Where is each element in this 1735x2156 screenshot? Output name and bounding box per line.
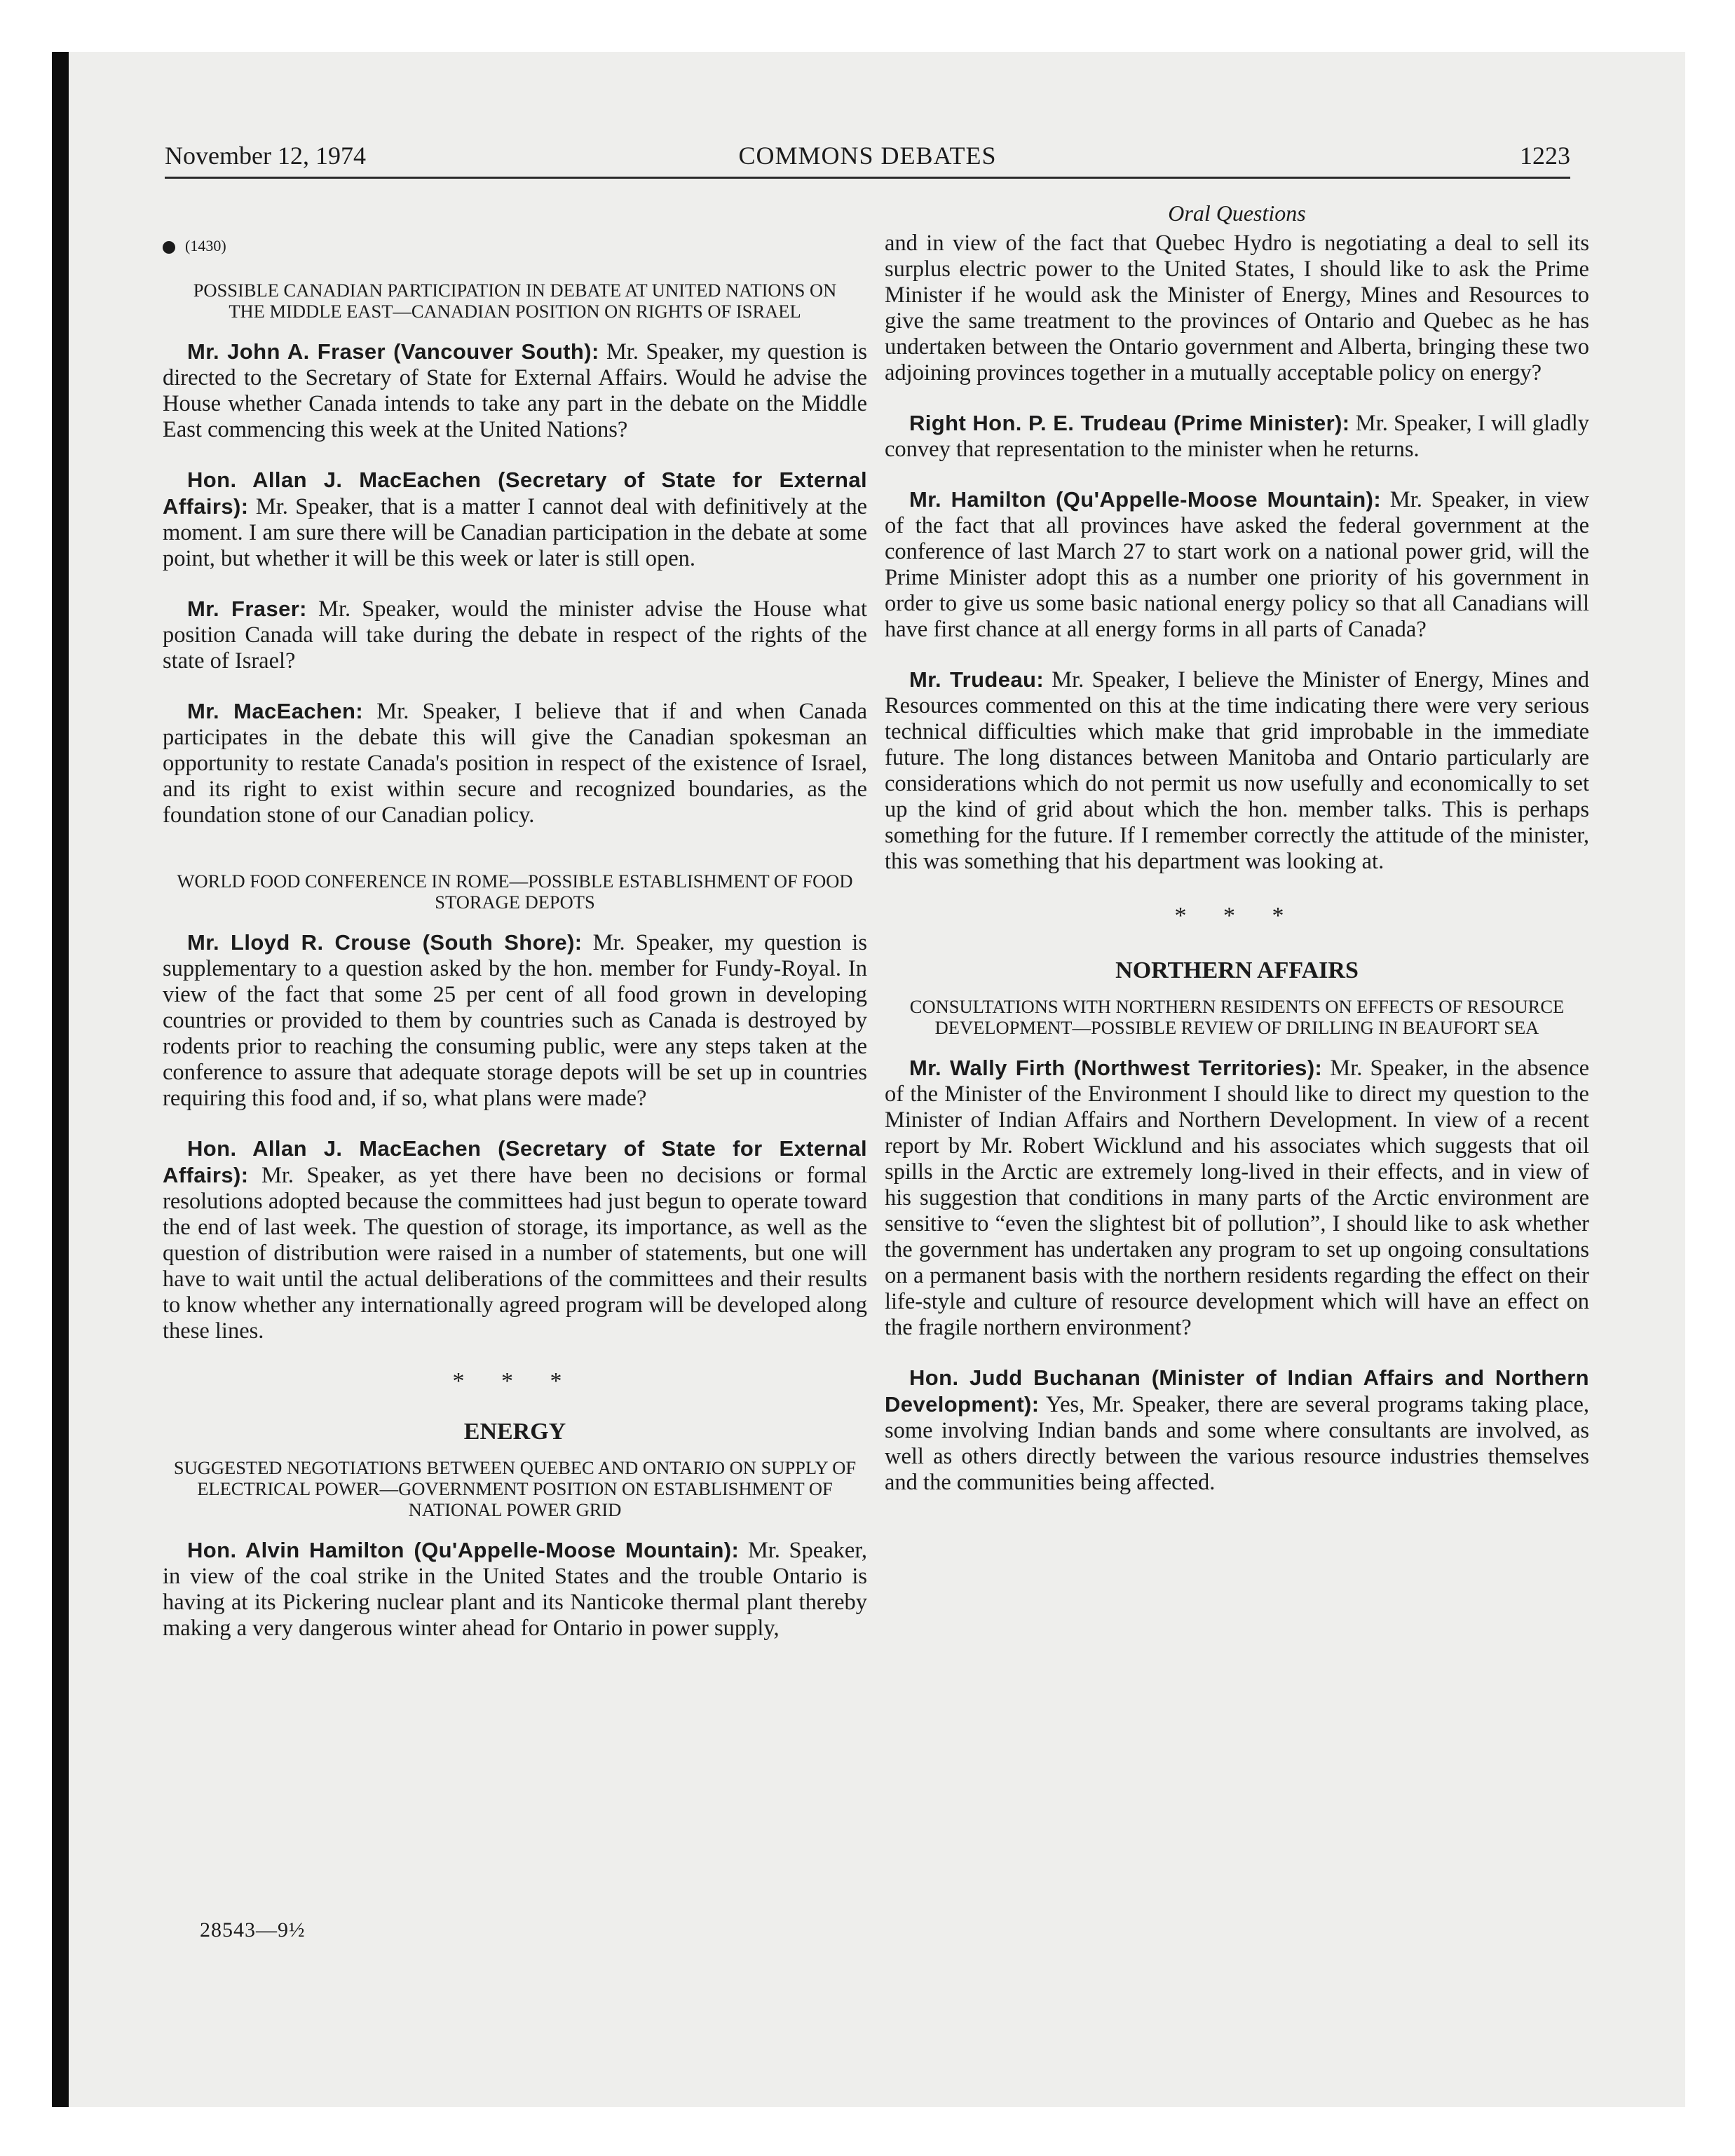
paragraph — [885, 486, 1589, 643]
speech-text: Mr. Speaker, I will gladly convey that representation to the minister when he returns. — [885, 411, 1589, 462]
time-marker-label: (1430) — [185, 237, 226, 254]
paragraph — [163, 467, 867, 572]
paragraph — [885, 667, 1589, 875]
header-page-number: 1223 — [1520, 142, 1570, 170]
paragraph — [163, 339, 867, 443]
paragraph — [885, 1055, 1589, 1341]
right-column — [885, 196, 1589, 1520]
speech-text: Mr. Speaker, as yet there have been no decisions or formal resolutions adopted because the committees had just begun to operate toward the end of last week. The question of storage, its importance, as well as the question of distribution were raised in a number of statements, but one will have to wait until the actual deliberations of the committees and their results to know whether any internationally agreed program will be developed along these lines. — [163, 1163, 867, 1344]
footer-code: 28543—9½ — [200, 1918, 306, 1942]
paragraph: and in view of the fact that Quebec Hydro is negotiating a deal to sell its surplus electric power to the United States, I should like to ask the Prime Minister if he would ask the Minister of Energy, Mines and Resources to give the same treatment to the provinces of Ontario and Quebec as he has undertaken between the Ontario government and Alberta, bringing these two adjoining provinces together in a mutually acceptable policy on energy? — [885, 231, 1589, 386]
speech-text: Mr. Speaker, in view of the coal strike in the United States and the trouble Ontario is having at its Pickering nuclear plant and its Nanticoke thermal plant thereby making a very dangerous winter ahead for Ontario in power supply, — [163, 1538, 867, 1641]
section-title-northern-affairs: NORTHERN AFFAIRS — [1115, 957, 1359, 983]
speech-text: Mr. Speaker, my question is supplementary to a question asked by the hon. member for Fundy-Royal. In view of the fact that some 25 per cent of all food grown in developing countries or provided to them by countries such as Canada is destroyed by rodents prior to reaching the consuming public, were any steps taken at the conference to assure that adequate storage depots will be set up in countries requiring this food and, if so, what plans were made? — [163, 930, 867, 1111]
paragraph — [163, 1537, 867, 1642]
speech-text: Mr. Speaker, would the minister advise the House what position Canada will take during the debate in respect of the rights of the state of Israel? — [163, 596, 868, 674]
time-marker — [163, 233, 867, 259]
speech-text: Mr. Speaker, I believe the Minister of Energy, Mines and Resources commented on this at the time indicating there were very serious technical difficulties which make that grid improbable in the immediate future. The long distances between Manitoba and Ontario particularly are considerations which do not permit us now usefully and economically to set up the kind of grid about which the hon. member talks. This is perhaps something for the future. If I remember correctly the attitude of the minister, this was something that his department was looking at. — [885, 667, 1589, 874]
speaker-name: Mr. MacEachen: — [187, 699, 364, 723]
header-rule — [165, 177, 1570, 179]
speaker-name: Mr. Hamilton (Qu'Appelle-Moose Mountain): — [909, 487, 1382, 512]
speaker-name: Mr. John A. Fraser (Vancouver South): — [187, 339, 599, 364]
speech-text: Mr. Speaker, that is a matter I cannot deal with definitively at the moment. I am sure there will be Canadian participation in the debate at some point, but whether it will be this week or later is still open. — [163, 494, 867, 571]
speaker-name: Mr. Wally Firth (Northwest Territories): — [909, 1056, 1323, 1080]
subheading-beaufort-sea: CONSULTATIONS WITH NORTHERN RESIDENTS ON EFFECTS OF RESOURCE DEVELOPMENT—POSSIBLE REVIEW OF DRILLING IN BEAUFORT SEA — [909, 996, 1565, 1038]
header-date: November 12, 1974 — [165, 142, 366, 170]
subheading-power-grid: SUGGESTED NEGOTIATIONS BETWEEN QUEBEC AND ONTARIO ON SUPPLY OF ELECTRICAL POWER—GOVERNMENT POSITION ON ESTABLISHMENT OF NATIONAL POWER GRID — [173, 1457, 857, 1520]
bullet-icon — [163, 241, 175, 254]
paragraph — [163, 596, 867, 674]
speaker-name: Hon. Judd Buchanan (Minister of Indian Affairs and Northern Development): — [885, 1365, 1589, 1417]
speaker-name: Mr. Fraser: — [187, 596, 307, 621]
section-title-energy: ENERGY — [463, 1419, 566, 1445]
speech-text: Mr. Speaker, in view of the fact that all provinces have asked the federal government at the conference of last March 27 to start work on a national power grid, will the Prime Minister adopt this as a number one priority of his government in order to give us some basic national energy policy so that all Canadians will have first chance at all energy forms in all parts of Canada? — [885, 487, 1589, 642]
speaker-name: Mr. Trudeau: — [909, 667, 1045, 692]
speech-text: Mr. Speaker, in the absence of the Minister of the Environment I should like to direct my question to the Minister of Indian Affairs and Northern Development. In view of a recent report by Mr. Robert Wicklund and his associates which suggests that oil spills in the Arctic are extremely long-lived in their effects, and in view of his suggestion that conditions in many parts of the Arctic environment are sensitive to “even the slightest bit of pollution”, I should like to ask whether the government has undertaken any program to set up ongoing consultations on a permanent basis with the northern residents regarding the effect on their life-style and culture of resource development which will have an effect on the fragile northern environment? — [885, 1056, 1590, 1340]
paragraph — [163, 698, 867, 828]
header-title: COMMONS DEBATES — [738, 142, 997, 170]
section-separator: * * * — [452, 1368, 578, 1394]
subheading-food-conference: WORLD FOOD CONFERENCE IN ROME—POSSIBLE ESTABLISHMENT OF FOOD STORAGE DEPOTS — [177, 871, 853, 913]
paragraph — [163, 929, 867, 1112]
paragraph — [885, 410, 1589, 463]
speaker-name: Hon. Allan J. MacEachen (Secretary of State for External Affairs): — [163, 468, 867, 519]
speaker-name: Right Hon. P. E. Trudeau (Prime Minister): — [909, 411, 1350, 435]
paragraph — [163, 1135, 867, 1344]
speech-text: Yes, Mr. Speaker, there are several programs taking place, some involving Indian bands and some where consultants are involved, as well as others directly between the various resource industries themselves and the communities being affected. — [885, 1392, 1589, 1495]
speaker-name: Mr. Lloyd R. Crouse (South Shore): — [187, 930, 583, 955]
speech-text: Mr. Speaker, I believe that if and when Canada participates in the debate this will give the Canadian spokesman an opportunity to restate Canada's position in respect of the existence of Israel, and its right to exist within secure and recognized boundaries, as the foundation stone of our Canadian policy. — [163, 699, 867, 828]
scan-edge-shadow — [52, 52, 69, 2107]
speaker-name: Hon. Allan J. MacEachen (Secretary of State for External Affairs): — [163, 1136, 867, 1187]
paragraph — [885, 1365, 1589, 1496]
speaker-name: Hon. Alvin Hamilton (Qu'Appelle-Moose Mountain): — [187, 1538, 740, 1562]
running-head: Oral Questions — [1168, 200, 1306, 226]
speech-text: Mr. Speaker, my question is directed to the Secretary of State for External Affairs. Would he advise the House whether Canada intends to take any part in the debate on the Middle East commencing this week at the United Nations? — [163, 339, 867, 442]
section-separator: * * * — [1174, 903, 1300, 929]
subheading-middle-east: POSSIBLE CANADIAN PARTICIPATION IN DEBATE AT UNITED NATIONS ON THE MIDDLE EAST—CANADIAN POSITION ON RIGHTS OF ISRAEL — [193, 280, 837, 322]
left-column — [163, 196, 867, 1665]
